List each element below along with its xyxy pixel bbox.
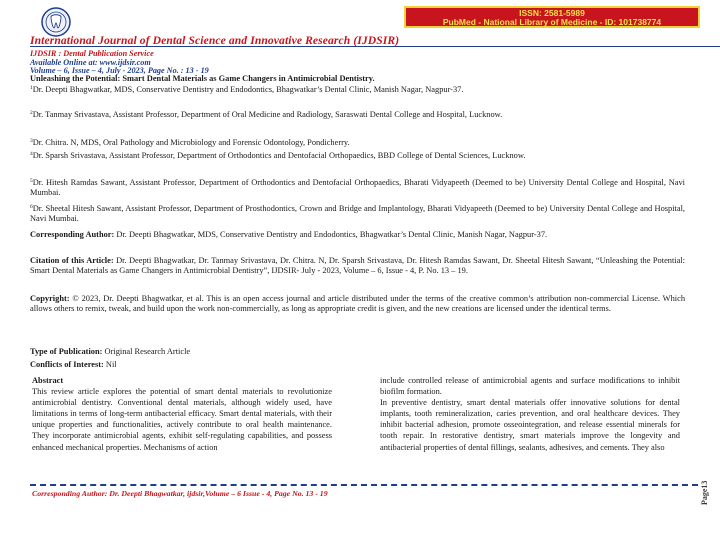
author-6: $^6$Dr. Sheetal Hitesh Sawant, Assistant Professor, Department of Prosthodontics, Crown and Bridge and Implantology, Bharati Vidyapeeth (Deemed to be) University Dental College and Hospital, Navi Mumbai. xyxy=(30,204,685,224)
page-number-tag: Page13 xyxy=(700,480,709,505)
author-5: $^5$Dr. Hitesh Ramdas Sawant, Assistant Professor, Department of Orthodontics and Dentofacial Orthopaedics, Bharati Vidyapeeth (Deemed to be) University Dental College and Hospital, Navi Mumbai. xyxy=(30,178,685,198)
journal-title-divider xyxy=(30,46,720,47)
right-column-paragraph-1: include controlled release of antimicrobial agents and surface modifications to inhibit biofilm formation. xyxy=(380,376,680,397)
copyright: Copyright: © 2023, Dr. Deepti Bhagwatkar, et al. This is an open access journal and article distributed under the terms of the creative common’s attribution non-commercial License. Which allows others to remix, tweak, and build upon the work non-commercially, as long as appropriate credit is given, and the new creations are licensed under the identical terms. xyxy=(30,294,686,314)
right-column-paragraph-2: In preventive dentistry, smart dental materials offer innovative solutions for dental implants, tooth remineralization, caries prevention, and oral healthcare devices. They inhibit bacterial adhesion, promote osseointegration, and release essential minerals for tooth repair. In restorative dentistry, smart materials improve the longevity and antibacterial properties of dental fillings, sealants, adhesives, and cements. They also xyxy=(380,398,680,452)
article-title: Unleashing the Potential: Smart Dental Materials as Game Changers in Antimicrobial Dentistry. xyxy=(30,74,375,83)
abstract-text: This review article explores the potential of smart dental materials to revolutionize antimicrobial dentistry. Conventional dental materials, although widely used, have limitations in terms of long-term antibacterial efficacy. Smart dental materials, with their unique properties and functionalities, actively contribute to oral health maintenance. They incorporate antimicrobial agents, exhibit self-regulating capabilities, and possess enhanced mechanical properties. Mechanisms of action xyxy=(32,387,332,452)
footer-divider xyxy=(30,484,698,486)
citation: Citation of this Article: Dr. Deepti Bhagwatkar, Dr. Tanmay Srivastava, Dr. Chitra. N, Dr. Sparsh Srivastava, Dr. Hitesh Ramdas Sawant, Dr. Sheetal Hitesh Sawant, “Unleashing the Potential: Smart Dental Materials as Game Changers in Antimicrobial Dentistry”, IJDSIR- July - 2023, Volume – 6, Issue - 4, P. No. 13 – 19. xyxy=(30,256,685,276)
footer-corresponding-author: Corresponding Author: Dr. Deepti Bhagwatkar, ijdsir,Volume – 6 Issue - 4, Page No. 13 - 19 xyxy=(32,489,328,498)
author-2: $^2$Dr. Tanmay Srivastava, Assistant Professor, Department of Oral Medicine and Radiology, Saraswati Dental College and Hospital, Lucknow. xyxy=(30,110,503,119)
type-of-publication: Type of Publication: Original Research Article xyxy=(30,347,191,356)
available-online-line: Available Online at: www.ijdsir.com xyxy=(30,58,151,67)
journal-title: International Journal of Dental Science and Innovative Research (IJDSIR) xyxy=(30,34,400,47)
volume-line: Volume – 6, Issue – 4, July - 2023, Page No. : 13 - 19 xyxy=(30,66,209,75)
issn-pubmed-badge xyxy=(404,6,700,28)
issn-text: ISSN: 2581-5989 xyxy=(519,8,585,18)
publisher-line: IJDSIR : Dental Publication Service xyxy=(30,49,154,58)
corresponding-author: Corresponding Author: Dr. Deepti Bhagwatkar, MDS, Conservative Dentistry and Endodontics, Bhagwatkar’s Dental Clinic, Manish Nagar, Nagpur-37. xyxy=(30,230,548,239)
author-1: $^1$Dr. Deepti Bhagwatkar, MDS, Conservative Dentistry and Endodontics, Bhagwatkar’s Dental Clinic, Manish Nagar, Nagpur-37. xyxy=(30,85,464,94)
author-4: $^4$Dr. Sparsh Srivastava, Assistant Professor, Department of Orthodontics and Dentofacial Orthopaedics, BBD College of Dental Sciences, Lucknow. xyxy=(30,151,526,160)
conflicts-of-interest: Conflicts of Interest: Nil xyxy=(30,360,117,369)
pubmed-text: PubMed - National Library of Medicine - ID: 101738774 xyxy=(442,16,662,27)
abstract-left-column xyxy=(32,375,332,453)
abstract-right-column xyxy=(380,375,680,453)
abstract-heading: Abstract xyxy=(32,376,64,385)
author-3: $^3$Dr. Chitra. N, MDS, Oral Pathology and Microbiology and Forensic Odontology, Pondicherry. xyxy=(30,138,350,147)
